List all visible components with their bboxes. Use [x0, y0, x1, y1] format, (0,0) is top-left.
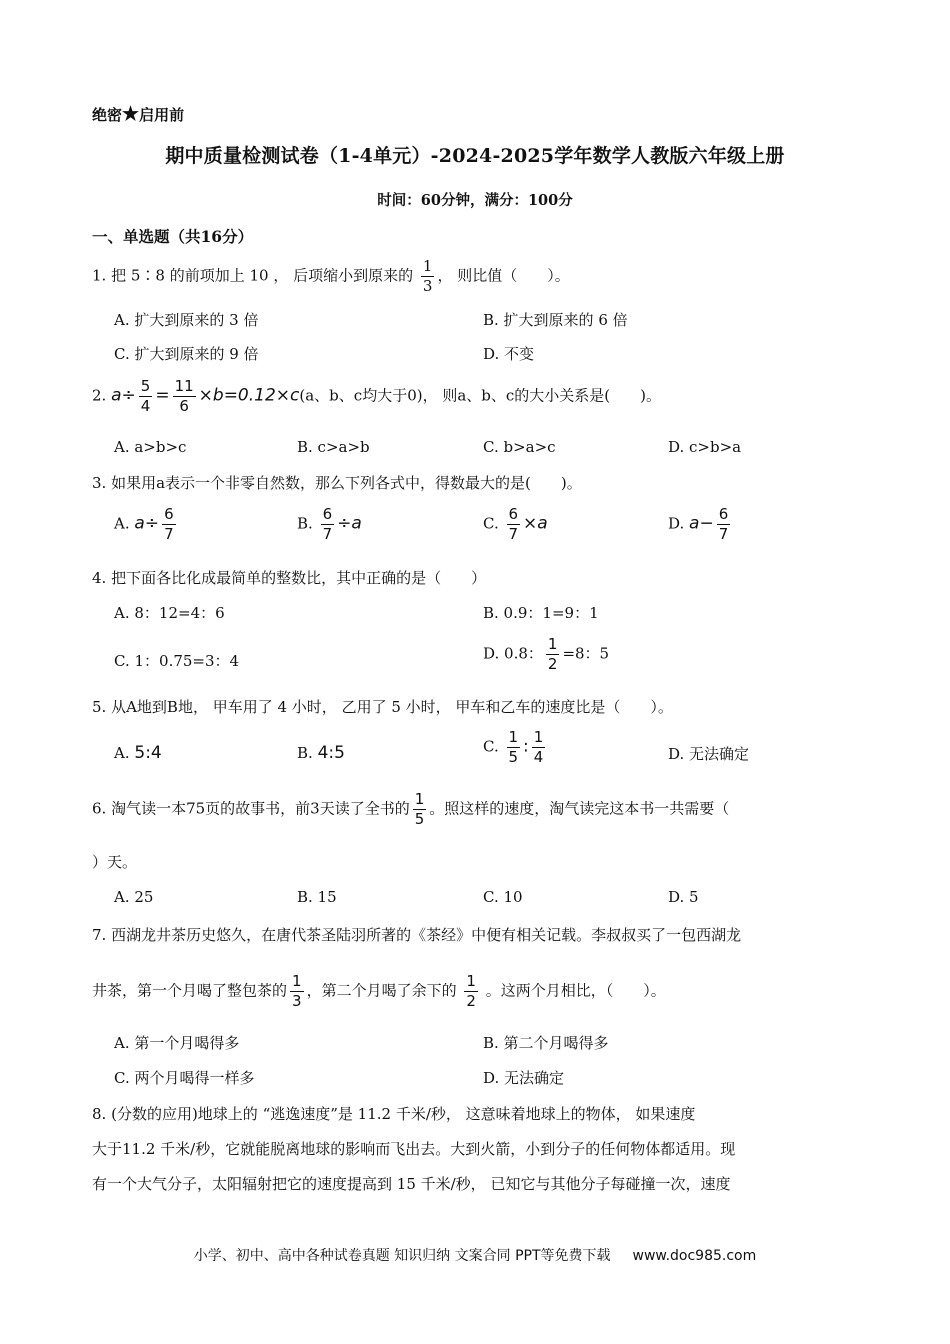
fraction: $\frac{1}{4}$	[533, 728, 544, 766]
option-a[interactable]: A. 5:4	[114, 743, 162, 763]
option-b[interactable]: B. c>a>b	[297, 438, 370, 456]
math-expression: a÷	[111, 385, 136, 406]
exam-title: 期中质量检测试卷（1-4单元）-2024-2025学年数学人教版六年级上册	[165, 145, 785, 167]
option-b[interactable]: B. 15	[297, 888, 337, 906]
option-b[interactable]: B. 4:5	[297, 743, 345, 763]
question-2	[92, 379, 661, 414]
option-a[interactable]: A. a÷ $\frac{6}{7}$	[114, 505, 174, 543]
option-d[interactable]: D. 不变	[483, 345, 535, 363]
question-4	[92, 567, 486, 589]
question-number: 6.	[92, 799, 107, 818]
question-text: ， 则比值（ ）。	[437, 266, 570, 285]
option-c[interactable]: C. 两个月喝得一样多	[114, 1069, 255, 1087]
option-d[interactable]: D. 0.8： $\frac{1}{2}$ =8：5	[483, 635, 610, 673]
fraction: $\frac{1}{5}$	[414, 790, 425, 828]
option-b[interactable]: B. 扩大到原来的 6 倍	[483, 311, 628, 329]
exam-subtitle: 时间：60分钟，满分：100分	[377, 192, 573, 209]
question-7	[92, 924, 741, 946]
option-d[interactable]: D. c>b>a	[668, 438, 742, 456]
question-text: 。照这样的速度，淘气读完这本书一共需要（	[429, 799, 730, 818]
fraction: $\frac{6}{7}$	[718, 505, 729, 543]
question-text: 如果用a表示一个非零自然数，那么下列各式中，得数最大的是( )。	[111, 474, 582, 492]
option-a[interactable]: A. a>b>c	[114, 438, 187, 456]
option-c[interactable]: C. 10	[483, 888, 523, 906]
question-8	[92, 1103, 695, 1125]
option-a[interactable]: A. 25	[114, 888, 154, 906]
option-c[interactable]: C. $\frac{1}{5}$ : $\frac{1}{4}$	[483, 728, 544, 766]
question-number: 4.	[92, 569, 107, 587]
option-b[interactable]: B. 第二个月喝得多	[483, 1034, 609, 1052]
question-number: 1.	[92, 266, 107, 285]
fraction: $\frac{6}{7}$	[164, 505, 174, 543]
option-d[interactable]: D. 无法确定	[483, 1069, 565, 1087]
question-text: 从A地到B地， 甲车用了 4 小时， 乙用了 5 小时， 甲车和乙车的速度比是（ ）。	[111, 698, 673, 716]
question-7-line-2	[92, 974, 666, 1009]
option-d[interactable]: D. 5	[668, 888, 699, 906]
question-6-continued: ）天。	[92, 853, 138, 871]
question-text: 西湖龙井茶历史悠久，在唐代茶圣陆羽所著的《茶经》中便有相关记载。李叔叔买了一包西湖龙	[111, 926, 742, 944]
fraction: $\frac{1}{2}$	[547, 635, 558, 673]
footer-text: 小学、初中、高中各种试卷真题 知识归纳 文案合同 PPT等免费下载	[193, 1248, 611, 1264]
option-a[interactable]: A. 第一个月喝得多	[114, 1034, 240, 1052]
question-text: (分数的应用)地球上的 “逃逸速度”是 11.2 千米/秒， 这意味着地球上的物体， 如果速度	[111, 1105, 696, 1123]
secret-suffix: 启用前	[139, 106, 185, 124]
option-a[interactable]: A. 扩大到原来的 3 倍	[114, 311, 259, 329]
option-d[interactable]: D. a− $\frac{6}{7}$	[668, 505, 729, 543]
fraction: $\frac{1}{5}$	[508, 728, 519, 766]
question-number: 3.	[92, 474, 107, 492]
option-c[interactable]: C. 1：0.75=3：4	[114, 652, 240, 670]
fraction: $\frac{1}{2}$	[466, 972, 476, 1010]
math-expression: =	[155, 385, 170, 406]
fraction: $\frac{6}{7}$	[322, 505, 333, 543]
question-8-line-2: 大于11.2 千米/秒，它就能脱离地球的影响而飞出去。大到火箭，小到分子的任何物体都适用。现	[92, 1140, 736, 1158]
question-text: ，第二个月喝了余下的	[306, 981, 457, 1000]
option-c[interactable]: C. b>a>c	[483, 438, 556, 456]
option-c[interactable]: C. 扩大到原来的 9 倍	[114, 345, 259, 363]
option-c[interactable]: C. $\frac{6}{7}$ ×a	[483, 505, 548, 543]
question-text: 井茶，第一个月喝了整包茶的	[92, 981, 288, 1000]
question-6	[92, 792, 729, 827]
question-number: 8.	[92, 1105, 107, 1123]
math-expression: ×b=0.12×c	[198, 385, 300, 406]
question-5	[92, 696, 673, 718]
question-text: 淘气读一本75页的故事书，前3天读了全书的	[111, 799, 410, 818]
footer	[0, 1245, 950, 1265]
footer-link[interactable]: www.doc985.com	[632, 1248, 757, 1264]
option-d[interactable]: D. 无法确定	[668, 745, 750, 763]
option-b[interactable]: B. $\frac{6}{7}$ ÷a	[297, 505, 362, 543]
question-1	[92, 259, 570, 294]
option-a[interactable]: A. 8：12=4：6	[114, 604, 225, 622]
question-number: 5.	[92, 698, 107, 716]
question-text: 把下面各比化成最简单的整数比，其中正确的是（ ）	[111, 569, 487, 587]
section-heading: 一、单选题（共16分）	[92, 227, 254, 246]
fraction: $\frac{6}{7}$	[508, 505, 519, 543]
fraction: $\frac{1}{3}$	[422, 257, 433, 295]
question-text: 。这两个月相比，（ ）。	[485, 981, 666, 1000]
secret-prefix: 绝密	[92, 106, 123, 124]
question-text: 把 5∶8 的前项加上 10 ， 后项缩小到原来的	[111, 266, 414, 285]
star-icon: ★	[122, 103, 140, 125]
question-3	[92, 472, 582, 494]
question-8-line-3: 有一个大气分子，太阳辐射把它的速度提高到 15 千米/秒， 已知它与其他分子每碰撞一次，速度	[92, 1175, 731, 1193]
question-text: (a、b、c均大于0)， 则a、b、c的大小关系是( )。	[299, 386, 662, 405]
question-number: 2.	[92, 386, 107, 405]
confidential-mark	[92, 103, 184, 125]
option-b[interactable]: B. 0.9：1=9：1	[483, 604, 599, 622]
fraction: $\frac{5}{4}$	[140, 377, 151, 415]
fraction: $\frac{1}{3}$	[292, 972, 302, 1010]
fraction: $\frac{11}{6}$	[174, 377, 194, 415]
question-number: 7.	[92, 926, 107, 944]
